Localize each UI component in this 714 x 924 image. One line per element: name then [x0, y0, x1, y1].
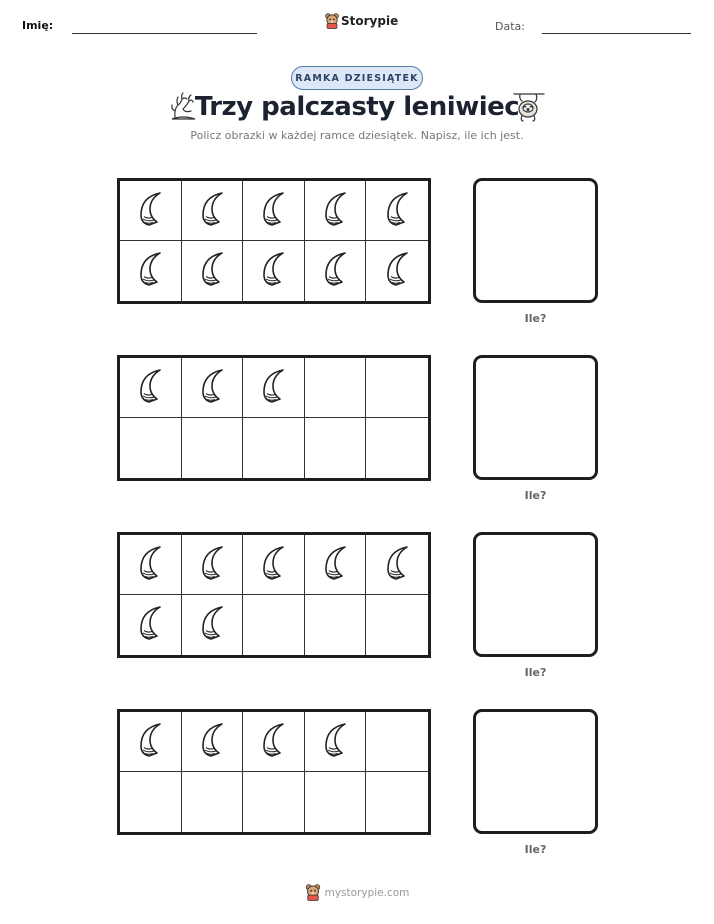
frame-cell [120, 712, 182, 772]
frame-cell [305, 181, 367, 241]
frame-cell [182, 181, 244, 241]
sloth-claw-icon [133, 603, 167, 647]
frame-cell [120, 241, 182, 301]
frame-cell [366, 241, 428, 301]
frame-cell [305, 595, 367, 655]
frame-cell [366, 418, 428, 478]
brand-name: Storypie [341, 14, 399, 28]
frame-cell [366, 595, 428, 655]
frame-cell [243, 712, 305, 772]
sloth-claw-icon [133, 543, 167, 587]
frame-cell [305, 418, 367, 478]
ten-frame-2 [117, 355, 431, 481]
frame-cell [366, 358, 428, 418]
ten-frame-1 [117, 178, 431, 304]
frame-cell [120, 358, 182, 418]
answer-label-4: Ile? [524, 843, 547, 856]
frame-cell [243, 181, 305, 241]
sloth-claw-icon [318, 249, 352, 293]
page-title: Trzy palczasty leniwiec [194, 92, 520, 122]
frame-cell [120, 595, 182, 655]
name-line[interactable] [72, 33, 257, 34]
sloth-claw-icon [380, 249, 414, 293]
date-line[interactable] [542, 33, 691, 34]
worksheet-type-badge: RAMKA DZIESIĄTEK [291, 66, 423, 90]
frame-cell [182, 712, 244, 772]
frame-cell [243, 772, 305, 832]
frame-cell [243, 535, 305, 595]
bear-logo-icon [325, 13, 339, 29]
answer-box-3[interactable] [473, 532, 598, 657]
sloth-claw-icon [256, 249, 290, 293]
name-label: Imię: [22, 19, 54, 32]
footer [0, 884, 714, 901]
ten-frame-4 [117, 709, 431, 835]
frame-cell [366, 535, 428, 595]
answer-label-3: Ile? [524, 666, 547, 679]
frame-cell [182, 535, 244, 595]
sloth-claw-icon [195, 543, 229, 587]
sloth-claw-icon [195, 366, 229, 410]
frame-cell [243, 241, 305, 301]
frame-cell [120, 181, 182, 241]
sloth-claw-icon [256, 543, 290, 587]
frame-cell [305, 712, 367, 772]
frame-cell [305, 535, 367, 595]
sloth-claw-icon [380, 543, 414, 587]
date-label: Data: [495, 20, 525, 33]
frame-cell [243, 358, 305, 418]
answer-box-2[interactable] [473, 355, 598, 480]
frame-cell [182, 241, 244, 301]
sloth-claw-icon [318, 543, 352, 587]
sloth-claw-icon [195, 189, 229, 233]
sloth-icon [512, 91, 546, 123]
frame-cell [305, 358, 367, 418]
sloth-claw-icon [318, 720, 352, 764]
frame-cell [120, 418, 182, 478]
frame-cell [120, 772, 182, 832]
frame-cell [366, 712, 428, 772]
frame-cell [243, 418, 305, 478]
frame-cell [366, 772, 428, 832]
sloth-claw-icon [133, 720, 167, 764]
frame-cell [366, 181, 428, 241]
sloth-claw-icon [133, 189, 167, 233]
sloth-claw-icon [256, 366, 290, 410]
bear-logo-icon [305, 884, 321, 901]
answer-label-1: Ile? [524, 312, 547, 325]
sloth-claw-icon [195, 720, 229, 764]
frame-cell [120, 535, 182, 595]
frame-cell [182, 418, 244, 478]
ten-frame-3 [117, 532, 431, 658]
sloth-claw-icon [195, 603, 229, 647]
frame-cell [305, 772, 367, 832]
sloth-claw-icon [133, 249, 167, 293]
sloth-claw-icon [256, 189, 290, 233]
frame-cell [182, 358, 244, 418]
sloth-claw-icon [133, 366, 167, 410]
frame-cell [182, 595, 244, 655]
instructions: Policz obrazki w każdej ramce dziesiątek. Napisz, ile ich jest. [190, 129, 524, 142]
frame-cell [305, 241, 367, 301]
brand-logo [325, 13, 398, 29]
sloth-claw-icon [318, 189, 352, 233]
frame-cell [243, 595, 305, 655]
answer-box-1[interactable] [473, 178, 598, 303]
footer-url: mystorypie.com [324, 886, 410, 899]
answer-box-4[interactable] [473, 709, 598, 834]
sloth-claw-icon [380, 189, 414, 233]
sloth-claw-icon [256, 720, 290, 764]
sloth-claw-icon [195, 249, 229, 293]
frame-cell [182, 772, 244, 832]
answer-label-2: Ile? [524, 489, 547, 502]
